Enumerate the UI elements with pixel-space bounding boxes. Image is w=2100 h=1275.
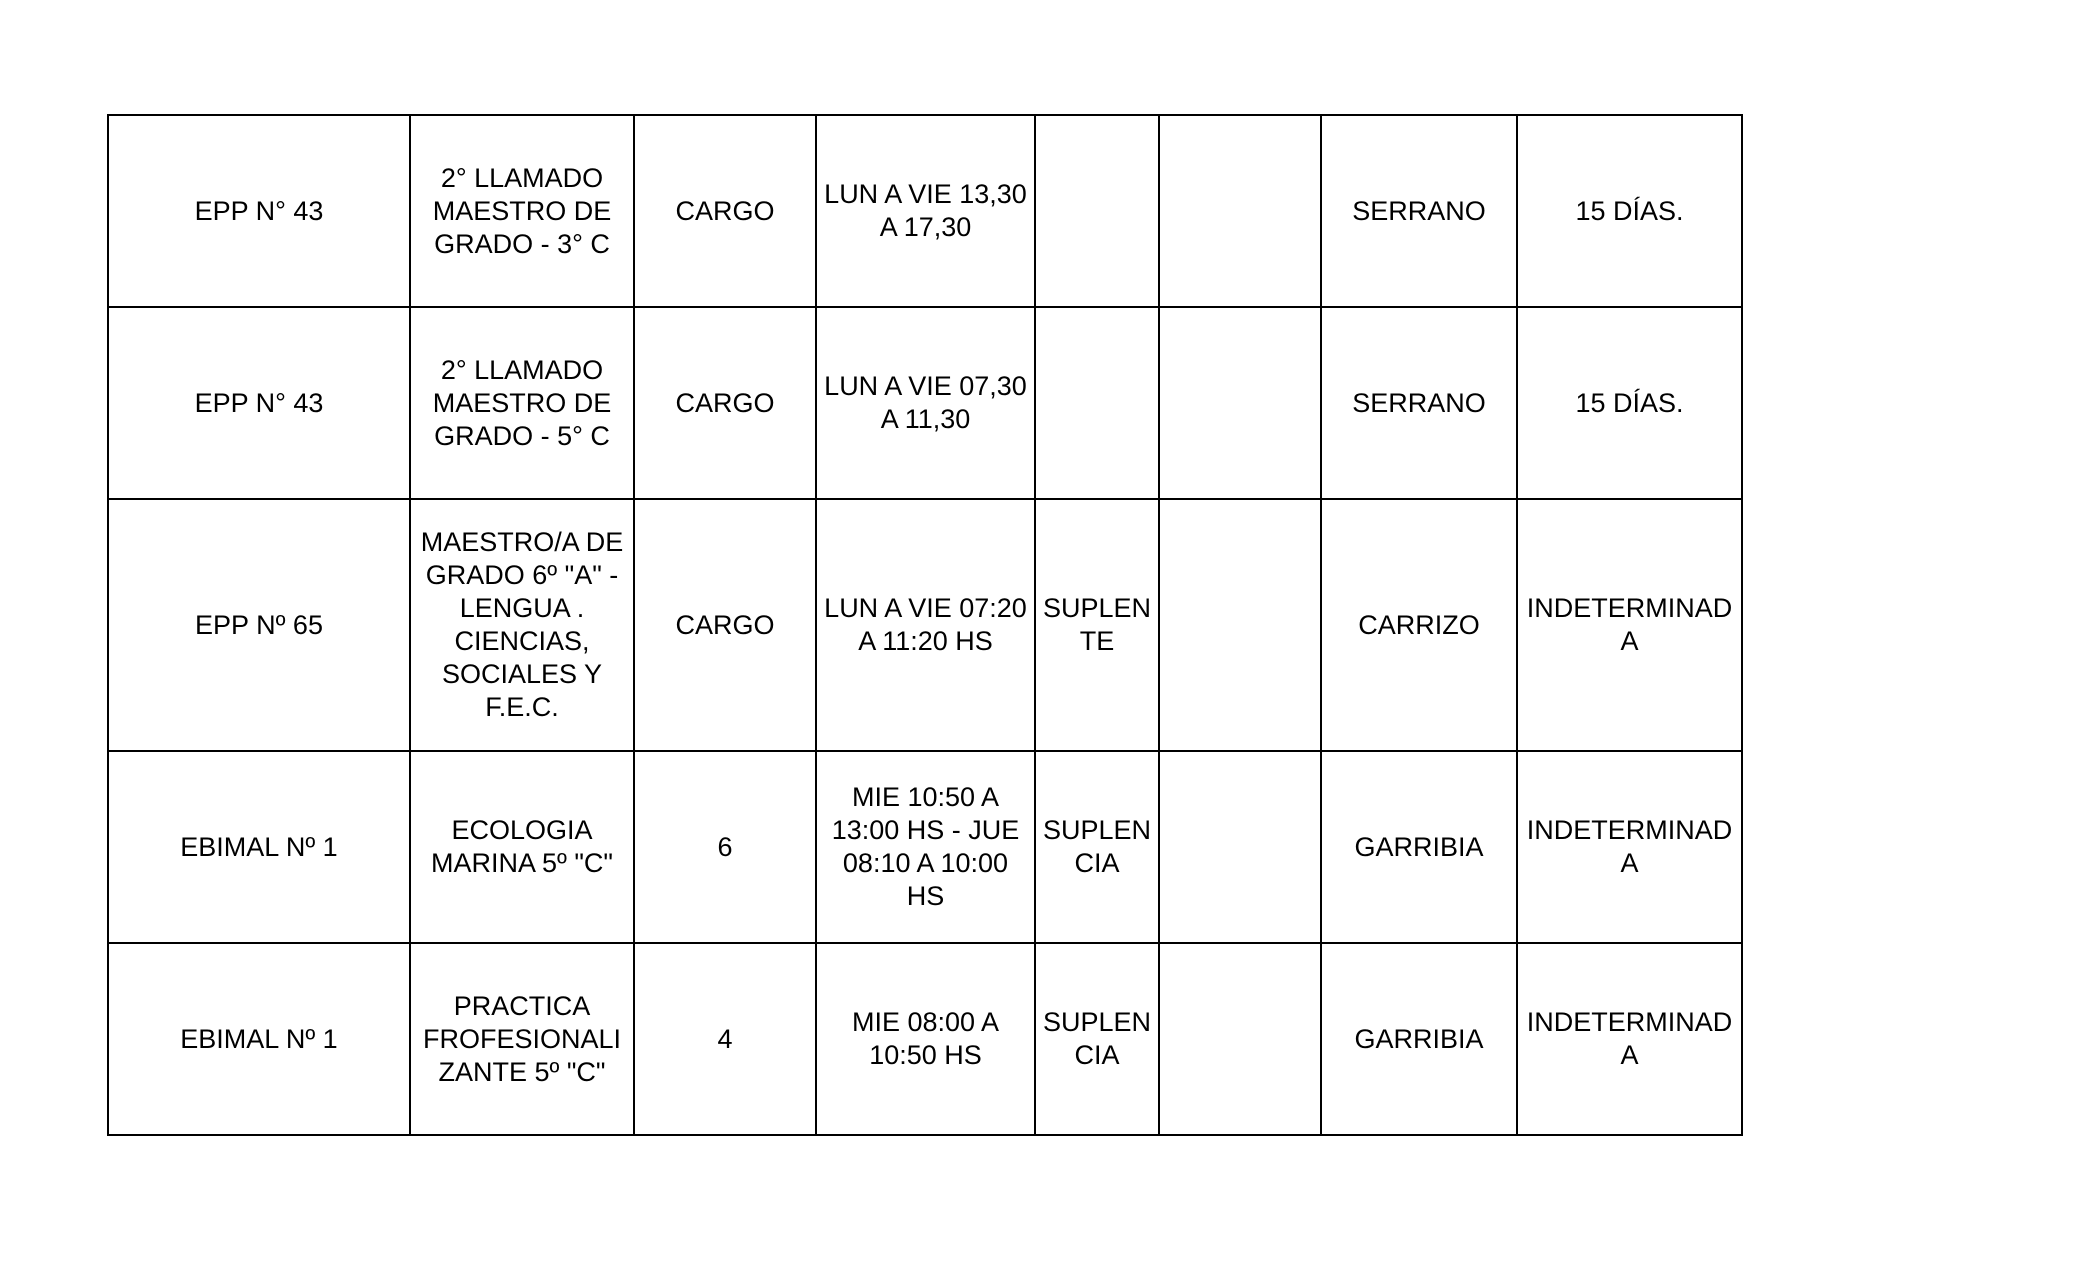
school-cell: EPP Nº 65 bbox=[108, 499, 410, 751]
table-row bbox=[108, 751, 1742, 943]
duration-cell: INDETERMINAD A bbox=[1517, 943, 1742, 1135]
school-cell: EPP N° 43 bbox=[108, 307, 410, 499]
type-cell: 4 bbox=[634, 943, 816, 1135]
person-cell: CARRIZO bbox=[1321, 499, 1517, 751]
duration-cell: INDETERMINAD A bbox=[1517, 751, 1742, 943]
duration-cell: INDETERMINAD A bbox=[1517, 499, 1742, 751]
extra-cell bbox=[1159, 499, 1321, 751]
status-cell bbox=[1035, 307, 1159, 499]
person-cell: SERRANO bbox=[1321, 115, 1517, 307]
schedule-cell: LUN A VIE 07:20 A 11:20 HS bbox=[816, 499, 1035, 751]
positions-table bbox=[107, 114, 1743, 1136]
person-cell: GARRIBIA bbox=[1321, 751, 1517, 943]
table-row bbox=[108, 115, 1742, 307]
position-cell: 2° LLAMADO MAESTRO DE GRADO - 3° C bbox=[410, 115, 634, 307]
type-cell: CARGO bbox=[634, 115, 816, 307]
school-cell: EBIMAL Nº 1 bbox=[108, 751, 410, 943]
type-cell: CARGO bbox=[634, 499, 816, 751]
table-row bbox=[108, 499, 1742, 751]
status-cell: SUPLEN TE bbox=[1035, 499, 1159, 751]
status-cell: SUPLEN CIA bbox=[1035, 943, 1159, 1135]
duration-cell: 15 DÍAS. bbox=[1517, 307, 1742, 499]
position-cell: MAESTRO/A DE GRADO 6º "A" - LENGUA . CIENCIAS, SOCIALES Y F.E.C. bbox=[410, 499, 634, 751]
duration-cell: 15 DÍAS. bbox=[1517, 115, 1742, 307]
status-cell bbox=[1035, 115, 1159, 307]
schedule-cell: MIE 08:00 A 10:50 HS bbox=[816, 943, 1035, 1135]
extra-cell bbox=[1159, 751, 1321, 943]
extra-cell bbox=[1159, 943, 1321, 1135]
school-cell: EBIMAL Nº 1 bbox=[108, 943, 410, 1135]
type-cell: 6 bbox=[634, 751, 816, 943]
position-cell: 2° LLAMADO MAESTRO DE GRADO - 5° C bbox=[410, 307, 634, 499]
person-cell: SERRANO bbox=[1321, 307, 1517, 499]
schedule-cell: LUN A VIE 13,30 A 17,30 bbox=[816, 115, 1035, 307]
table-row bbox=[108, 307, 1742, 499]
schedule-cell: MIE 10:50 A 13:00 HS - JUE 08:10 A 10:00 HS bbox=[816, 751, 1035, 943]
extra-cell bbox=[1159, 115, 1321, 307]
schedule-cell: LUN A VIE 07,30 A 11,30 bbox=[816, 307, 1035, 499]
status-cell: SUPLEN CIA bbox=[1035, 751, 1159, 943]
type-cell: CARGO bbox=[634, 307, 816, 499]
position-cell: PRACTICA FROFESIONALI ZANTE 5º "C" bbox=[410, 943, 634, 1135]
position-cell: ECOLOGIA MARINA 5º "C" bbox=[410, 751, 634, 943]
table-row bbox=[108, 943, 1742, 1135]
extra-cell bbox=[1159, 307, 1321, 499]
person-cell: GARRIBIA bbox=[1321, 943, 1517, 1135]
school-cell: EPP N° 43 bbox=[108, 115, 410, 307]
